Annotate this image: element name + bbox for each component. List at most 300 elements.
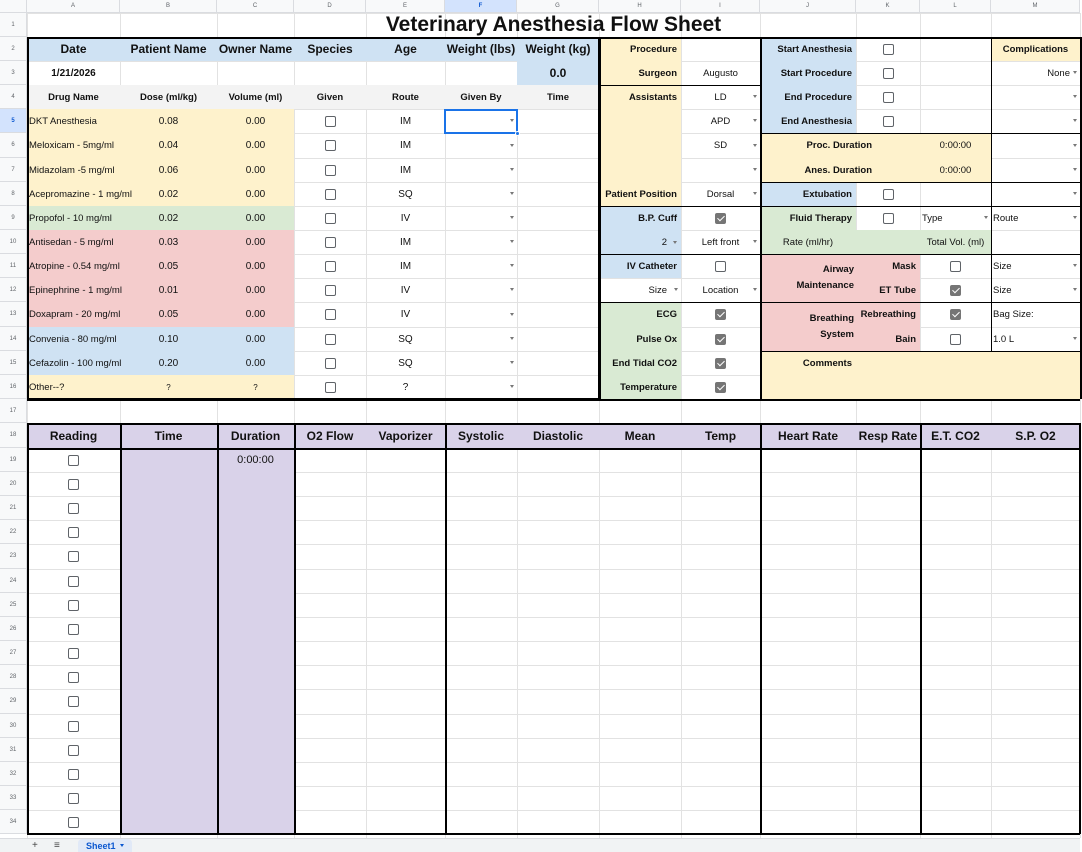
reading-checkbox-row-checkbox[interactable] — [68, 793, 79, 804]
row-header-33[interactable]: 33 — [0, 786, 27, 810]
drug-given-by[interactable] — [445, 230, 517, 254]
section-border — [760, 423, 762, 834]
assistant-select[interactable] — [681, 85, 760, 109]
et-tube — [920, 278, 991, 302]
dropdown-arrow-icon[interactable] — [753, 192, 757, 195]
dropdown-arrow-icon[interactable] — [1073, 192, 1077, 195]
reading-checkbox-row-checkbox[interactable] — [68, 672, 79, 683]
drug-volume-text: 0.00 — [245, 236, 266, 248]
bp-cuff-label-text: B.P. Cuff — [638, 212, 677, 224]
drug-given-checkbox[interactable] — [325, 309, 336, 320]
iv-size-select[interactable] — [599, 278, 681, 302]
drug-header-dose — [120, 85, 217, 109]
section-border — [27, 423, 29, 834]
drug-time[interactable] — [517, 158, 599, 182]
drug-name-text: Propofol - 10 mg/ml — [29, 212, 112, 224]
section-border — [27, 423, 1080, 425]
section-border — [760, 351, 1080, 352]
procedure-value[interactable] — [681, 37, 760, 61]
row-header-6[interactable]: 6 — [0, 133, 27, 158]
complications-select[interactable] — [991, 85, 1080, 109]
bp-cuff-checkbox[interactable] — [715, 213, 726, 224]
drug-dose[interactable] — [120, 351, 217, 375]
date-value-text: 1/21/2026 — [51, 67, 96, 79]
drug-time[interactable] — [517, 351, 599, 375]
drug-given-checkbox[interactable] — [325, 382, 336, 393]
dropdown-arrow-icon[interactable] — [673, 241, 677, 244]
dropdown-arrow-icon[interactable] — [1073, 95, 1077, 98]
bp-cuff-location-select[interactable] — [681, 230, 760, 254]
fluid-type-select[interactable] — [920, 206, 991, 230]
rate-value[interactable] — [856, 230, 920, 254]
section-border — [760, 206, 1080, 207]
assistant-select-text: SD — [713, 140, 728, 151]
drug-route[interactable] — [366, 158, 445, 182]
dropdown-arrow-icon[interactable] — [984, 216, 988, 219]
sheet-tab-sheet1[interactable] — [78, 839, 132, 852]
readings-header-heart-rate — [760, 423, 856, 448]
header-weight-lbs-text: Weight (lbs) — [446, 42, 516, 56]
column-header-b[interactable]: B — [120, 0, 217, 13]
dropdown-arrow-icon[interactable] — [753, 240, 757, 243]
mask-checkbox[interactable] — [950, 261, 961, 272]
drug-name-text: Antisedan - 5 mg/ml — [29, 236, 114, 248]
end-anesthesia-time[interactable] — [920, 109, 991, 133]
total-vol-label-text: Total Vol. (ml) — [926, 236, 985, 248]
drug-given-by[interactable] — [445, 133, 517, 158]
end-procedure-checkbox[interactable] — [883, 92, 894, 103]
row-header-8[interactable]: 8 — [0, 182, 27, 206]
row-header-32[interactable]: 32 — [0, 762, 27, 786]
drug-given — [294, 375, 366, 399]
surgeon-label-text: Surgeon — [638, 67, 677, 79]
dropdown-arrow-icon[interactable] — [510, 216, 514, 219]
bag-size-select[interactable] — [991, 327, 1080, 351]
complications-select[interactable] — [991, 158, 1080, 182]
row-header-23[interactable]: 23 — [0, 544, 27, 569]
iv-location-select-text: Location — [702, 284, 739, 296]
reading-checkbox-row-checkbox[interactable] — [68, 696, 79, 707]
row-header-19[interactable]: 19 — [0, 448, 27, 472]
row-header-7[interactable]: 7 — [0, 158, 27, 182]
dropdown-arrow-icon[interactable] — [1073, 264, 1077, 267]
drug-route-text: IV — [400, 212, 411, 224]
readings-header-resp-rate — [856, 423, 920, 448]
et-tube-checkbox[interactable] — [950, 285, 961, 296]
reading-checkbox-row — [27, 738, 120, 762]
drug-time[interactable] — [517, 254, 599, 278]
column-header-c[interactable]: C — [217, 0, 294, 13]
readings-header-reading — [27, 423, 120, 448]
drug-dose-text: 0.02 — [158, 212, 179, 224]
drug-given-by[interactable] — [445, 254, 517, 278]
drug-name-text: Meloxicam - 5mg/ml — [29, 140, 114, 151]
drug-dose[interactable] — [120, 133, 217, 158]
airway-maintenance-label — [760, 254, 856, 302]
dropdown-arrow-icon[interactable] — [510, 240, 514, 243]
readings-header-spo2-text: S.P. O2 — [1015, 428, 1056, 443]
drug-volume — [217, 351, 294, 375]
dropdown-arrow-icon[interactable] — [1073, 337, 1077, 340]
procedure-label — [599, 37, 681, 61]
rate-label — [760, 230, 856, 254]
row-header-25[interactable]: 25 — [0, 593, 27, 617]
row-header-11[interactable]: 11 — [0, 254, 27, 278]
column-header-a[interactable]: A — [27, 0, 120, 13]
readings-header-etco2 — [920, 423, 991, 448]
drug-dose[interactable] — [120, 109, 217, 133]
row-header-29[interactable]: 29 — [0, 689, 27, 714]
row-header-4[interactable]: 4 — [0, 85, 27, 109]
drug-route[interactable] — [366, 133, 445, 158]
section-border — [1079, 423, 1081, 834]
drug-time[interactable] — [517, 206, 599, 230]
bp-cuff-location-select-text: Left front — [701, 236, 740, 248]
select-all-corner[interactable] — [0, 0, 27, 13]
dropdown-arrow-icon[interactable] — [510, 288, 514, 291]
row-header-27[interactable]: 27 — [0, 641, 27, 665]
drug-route[interactable] — [366, 375, 445, 399]
end-anesthesia-label — [760, 109, 856, 133]
drug-volume-text: 0.00 — [245, 188, 266, 200]
row-header-30[interactable]: 30 — [0, 714, 27, 738]
rebreathing-checkbox[interactable] — [950, 309, 961, 320]
readings-header-time-text: Time — [154, 428, 183, 443]
drug-time[interactable] — [517, 109, 599, 133]
extubation-checkbox[interactable] — [883, 189, 894, 200]
duration-value-text: 0:00:00 — [237, 454, 274, 466]
end-tidal-co2 — [681, 351, 760, 375]
row-header-12[interactable]: 12 — [0, 278, 27, 302]
drug-volume — [217, 230, 294, 254]
drug-given-checkbox[interactable] — [325, 189, 336, 200]
complications-select[interactable] — [991, 133, 1080, 158]
drug-route[interactable] — [366, 182, 445, 206]
row-header-5[interactable]: 5 — [0, 109, 27, 133]
drug-dose[interactable] — [120, 230, 217, 254]
fluid-therapy-checkbox[interactable] — [883, 213, 894, 224]
drug-route[interactable] — [366, 230, 445, 254]
column-header-k[interactable]: K — [856, 0, 920, 13]
drug-dose[interactable] — [120, 158, 217, 182]
drug-route[interactable] — [366, 351, 445, 375]
dropdown-arrow-icon[interactable] — [1073, 144, 1077, 147]
dropdown-arrow-icon[interactable] — [674, 288, 678, 291]
drug-dose-text: 0.03 — [158, 236, 179, 248]
dropdown-arrow-icon[interactable] — [1073, 119, 1077, 122]
reading-checkbox-row-checkbox[interactable] — [68, 600, 79, 611]
drug-time[interactable] — [517, 302, 599, 327]
drug-dose[interactable] — [120, 302, 217, 327]
row-header-15[interactable]: 15 — [0, 351, 27, 375]
header-weight-kg-text: Weight (kg) — [525, 42, 591, 56]
drug-dose[interactable] — [120, 254, 217, 278]
rebreathing — [920, 302, 991, 327]
bp-cuff-number-select[interactable] — [599, 230, 681, 254]
start-anesthesia-time[interactable] — [920, 37, 991, 61]
drug-given-checkbox[interactable] — [325, 116, 336, 127]
section-border — [27, 37, 1080, 39]
readings-header-reading-text: Reading — [49, 428, 98, 443]
reading-checkbox-row-checkbox[interactable] — [68, 624, 79, 635]
drug-given — [294, 230, 366, 254]
total-vol-value[interactable] — [991, 230, 1080, 254]
column-header-m[interactable]: M — [991, 0, 1080, 13]
row-header-24[interactable]: 24 — [0, 569, 27, 593]
start-procedure-checkbox[interactable] — [883, 68, 894, 79]
complications-select[interactable] — [991, 61, 1080, 85]
drug-given — [294, 206, 366, 230]
reading-checkbox-row-checkbox[interactable] — [68, 576, 79, 587]
drug-header-route-text: Route — [392, 91, 419, 103]
drug-time[interactable] — [517, 133, 599, 158]
drug-dose-text: 0.04 — [158, 140, 179, 151]
row-header-13[interactable]: 13 — [0, 302, 27, 327]
row-header-1[interactable]: 1 — [0, 13, 27, 37]
row-header-3[interactable]: 3 — [0, 61, 27, 85]
drug-given-by[interactable] — [445, 351, 517, 375]
drug-route[interactable] — [366, 109, 445, 133]
dropdown-arrow-icon[interactable] — [510, 168, 514, 171]
reading-checkbox-row-checkbox[interactable] — [68, 648, 79, 659]
drug-time[interactable] — [517, 327, 599, 351]
drug-dose[interactable] — [120, 206, 217, 230]
drug-given — [294, 351, 366, 375]
drug-header-drug-name-text: Drug Name — [48, 91, 99, 103]
drug-dose[interactable] — [120, 375, 217, 399]
anes-duration-label-text: Anes. Duration — [804, 164, 872, 176]
reading-checkbox-row-checkbox[interactable] — [68, 769, 79, 780]
row-header-31[interactable]: 31 — [0, 738, 27, 762]
assistant-select[interactable] — [681, 158, 760, 182]
dropdown-arrow-icon[interactable] — [510, 192, 514, 195]
reading-checkbox-row-checkbox[interactable] — [68, 721, 79, 732]
patient-position-select[interactable] — [681, 182, 760, 206]
patient-position-select-text: Dorsal — [706, 188, 735, 200]
row-header-22[interactable]: 22 — [0, 520, 27, 544]
bp-cuff-label — [599, 206, 681, 230]
drug-given-checkbox[interactable] — [325, 237, 336, 248]
mask-size-select[interactable] — [991, 254, 1080, 278]
fill-handle[interactable] — [515, 131, 520, 136]
drug-time[interactable] — [517, 278, 599, 302]
comments-field[interactable] — [856, 351, 1080, 399]
add-sheet-icon[interactable]: + — [32, 840, 38, 851]
et-tube-label-text: ET Tube — [879, 284, 916, 296]
airway-label-line2: Maintenance — [796, 280, 854, 291]
drug-given-by[interactable] — [445, 302, 517, 327]
row-header-16[interactable]: 16 — [0, 375, 27, 399]
drug-header-given — [294, 85, 366, 109]
fluid-route-select[interactable] — [991, 206, 1080, 230]
drug-volume — [217, 158, 294, 182]
anes-duration-value-text: 0:00:00 — [939, 164, 972, 176]
temperature-label — [599, 375, 681, 399]
iv-location-select[interactable] — [681, 278, 760, 302]
reading-checkbox-row — [27, 786, 120, 810]
readings-header-diastolic-text: Diastolic — [532, 428, 583, 443]
reading-checkbox-row — [27, 593, 120, 617]
row-header-26[interactable]: 26 — [0, 617, 27, 641]
drug-time[interactable] — [517, 182, 599, 206]
anes-duration-label — [760, 158, 920, 182]
row-header-20[interactable]: 20 — [0, 472, 27, 496]
drug-given-by[interactable] — [445, 158, 517, 182]
dropdown-arrow-icon[interactable] — [1073, 216, 1077, 219]
end-procedure-time[interactable] — [920, 85, 991, 109]
dropdown-arrow-icon[interactable] — [510, 337, 514, 340]
drug-given-checkbox[interactable] — [325, 358, 336, 369]
drug-given-by[interactable] — [445, 206, 517, 230]
drug-dose[interactable] — [120, 327, 217, 351]
reading-checkbox-row-checkbox[interactable] — [68, 817, 79, 828]
drug-dose[interactable] — [120, 278, 217, 302]
fluid-therapy-label — [760, 206, 856, 230]
drug-time[interactable] — [517, 230, 599, 254]
dropdown-arrow-icon[interactable] — [753, 168, 757, 171]
rebreathing-label — [856, 302, 920, 327]
reading-checkbox-row — [27, 714, 120, 738]
assistant-select[interactable] — [681, 109, 760, 133]
drug-header-given-by-text: Given By — [460, 91, 502, 103]
dropdown-arrow-icon[interactable] — [753, 144, 757, 147]
column-header-f[interactable]: F — [445, 0, 517, 13]
selected-cell-f5[interactable] — [444, 109, 518, 134]
column-header-d[interactable]: D — [294, 0, 366, 13]
reading-checkbox-row-checkbox[interactable] — [68, 551, 79, 562]
row-header-34[interactable]: 34 — [0, 810, 27, 834]
drug-name-text: Convenia - 80 mg/ml — [29, 333, 117, 345]
row-header-9[interactable]: 9 — [0, 206, 27, 230]
row-header-17[interactable]: 17 — [0, 399, 27, 423]
drug-dose-text: 0.02 — [158, 188, 179, 200]
pulse-ox-label-text: Pulse Ox — [636, 333, 677, 345]
row-header-14[interactable]: 14 — [0, 327, 27, 351]
column-header-l[interactable]: L — [920, 0, 991, 13]
reading-checkbox-row-checkbox[interactable] — [68, 503, 79, 514]
bain-checkbox[interactable] — [950, 334, 961, 345]
end-anesthesia-checkbox[interactable] — [883, 116, 894, 127]
drug-route[interactable] — [366, 302, 445, 327]
sheet-title-text: Veterinary Anesthesia Flow Sheet — [385, 13, 722, 36]
dropdown-arrow-icon[interactable] — [753, 95, 757, 98]
drug-given — [294, 302, 366, 327]
drug-header-volume-text: Volume (ml) — [228, 91, 283, 103]
drug-dose[interactable] — [120, 182, 217, 206]
column-header-g[interactable]: G — [517, 0, 599, 13]
drug-given-by[interactable] — [445, 375, 517, 399]
iv-catheter-checkbox[interactable] — [715, 261, 726, 272]
drug-route-text: SQ — [398, 188, 413, 200]
drug-given-checkbox[interactable] — [325, 140, 336, 151]
section-border — [760, 37, 762, 399]
all-sheets-menu-icon[interactable]: ≡ — [54, 840, 60, 851]
column-header-i[interactable]: I — [681, 0, 760, 13]
drug-given-by[interactable] — [445, 182, 517, 206]
drug-route-text: ? — [402, 381, 409, 393]
reading-checkbox-row-checkbox[interactable] — [68, 479, 79, 490]
drug-time[interactable] — [517, 375, 599, 399]
et-tube-size-select[interactable] — [991, 278, 1080, 302]
drug-given-checkbox[interactable] — [325, 334, 336, 345]
row-header-18[interactable]: 18 — [0, 423, 27, 448]
row-header-10[interactable]: 10 — [0, 230, 27, 254]
header-patient-name-text: Patient Name — [130, 42, 207, 56]
start-anesthesia-checkbox[interactable] — [883, 44, 894, 55]
ecg-checkbox[interactable] — [715, 309, 726, 320]
end-procedure — [856, 85, 920, 109]
surgeon-value[interactable] — [681, 61, 760, 85]
readings-header-spo2 — [991, 423, 1080, 448]
drug-name-text: Atropine - 0.54 mg/ml — [29, 260, 120, 272]
readings-header-o2-text: O2 Flow — [306, 428, 354, 443]
drug-given-by[interactable] — [445, 278, 517, 302]
drug-given — [294, 109, 366, 133]
extubation — [856, 182, 920, 206]
row-header-21[interactable]: 21 — [0, 496, 27, 520]
drug-given-checkbox[interactable] — [325, 165, 336, 176]
start-procedure-time[interactable] — [920, 61, 991, 85]
drug-route-text: IM — [399, 115, 412, 127]
drug-volume — [217, 182, 294, 206]
column-header-j[interactable]: J — [760, 0, 856, 13]
drug-given-checkbox[interactable] — [325, 213, 336, 224]
drug-route-text: IM — [399, 260, 412, 272]
drug-header-volume — [217, 85, 294, 109]
drug-given-checkbox[interactable] — [325, 285, 336, 296]
dropdown-arrow-icon[interactable] — [753, 288, 757, 291]
column-header-e[interactable]: E — [366, 0, 445, 13]
dropdown-arrow-icon[interactable] — [510, 264, 514, 267]
row-header-28[interactable]: 28 — [0, 665, 27, 689]
dropdown-arrow-icon[interactable] — [510, 144, 514, 147]
drug-route[interactable] — [366, 327, 445, 351]
temperature-checkbox[interactable] — [715, 382, 726, 393]
drug-given-by[interactable] — [445, 327, 517, 351]
complications-select[interactable] — [991, 182, 1080, 206]
dropdown-arrow-icon[interactable] — [510, 361, 514, 364]
dropdown-arrow-icon[interactable] — [510, 385, 514, 388]
sheet-title — [27, 13, 1080, 37]
weight-kg-value[interactable] — [517, 61, 599, 85]
dropdown-arrow-icon[interactable] — [753, 119, 757, 122]
assistant-select[interactable] — [681, 133, 760, 158]
drug-route[interactable] — [366, 278, 445, 302]
reading-checkbox-row-checkbox[interactable] — [68, 455, 79, 466]
section-border — [27, 399, 1080, 401]
complications-select[interactable] — [991, 109, 1080, 133]
reading-checkbox-row-checkbox[interactable] — [68, 527, 79, 538]
section-border — [599, 37, 601, 399]
reading-checkbox-row-checkbox[interactable] — [68, 745, 79, 756]
drug-given-checkbox[interactable] — [325, 261, 336, 272]
iv-catheter — [681, 254, 760, 278]
end-tidal-co2-checkbox[interactable] — [715, 358, 726, 369]
drug-route[interactable] — [366, 206, 445, 230]
dropdown-arrow-icon[interactable] — [510, 313, 514, 316]
pulse-ox-checkbox[interactable] — [715, 334, 726, 345]
dropdown-arrow-icon[interactable] — [1073, 71, 1077, 74]
date-value[interactable] — [27, 61, 120, 85]
duration-value — [217, 448, 294, 472]
dropdown-arrow-icon[interactable] — [1073, 288, 1077, 291]
column-header-h[interactable]: H — [599, 0, 681, 13]
pulse-ox-label — [599, 327, 681, 351]
drug-volume-text: 0.00 — [245, 115, 266, 127]
drug-route[interactable] — [366, 254, 445, 278]
row-header-2[interactable]: 2 — [0, 37, 27, 61]
dropdown-arrow-icon[interactable] — [1073, 168, 1077, 171]
